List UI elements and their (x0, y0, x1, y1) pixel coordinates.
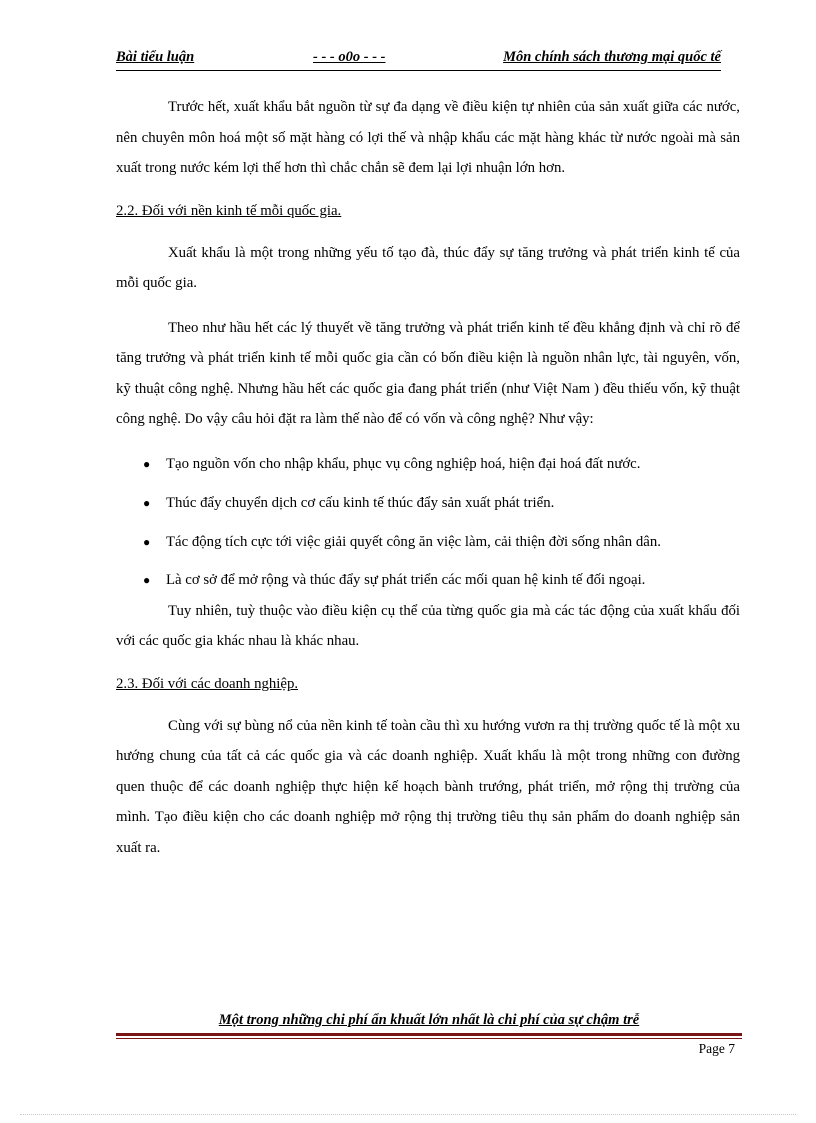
list-item-text: Là cơ sở để mở rộng và thúc đẩy sự phát triển các mối quan hệ kinh tế đối ngoại. (166, 571, 646, 588)
list-item (116, 533, 740, 552)
header-course-title: Môn chính sách thương mại quốc tế (503, 49, 721, 65)
header-ornament: - - - o0o - - - (313, 49, 386, 65)
bullet-icon: ● (143, 456, 151, 471)
footer-rule-thin (116, 1038, 742, 1039)
header-left-title: Bài tiểu luận (116, 49, 195, 65)
intro-paragraph: Trước hết, xuất khẩu bắt nguồn từ sự đa dạng về điều kiện tự nhiên của sản xuất giữa các nước, nên chuyên môn hoá một số mặt hàng có lợi thế và nhập khẩu các mặt hàng khác từ nước ngoài mà sản xuất trong nước kém lợi thế hơn thì chắc chắn sẽ đem lại lợi nhuận lớn hơn. (116, 99, 740, 176)
page-edge-guide (20, 1114, 796, 1115)
footer-quote-text: Một trong những chi phí ẩn khuất lớn nhất là chi phí của sự chậm trễ (218, 1012, 640, 1028)
section-2-2-heading: 2.2. Đối với nền kinh tế mỗi quốc gia. (116, 202, 342, 219)
benefits-list (116, 455, 740, 590)
section-2-3-paragraph-1: Cùng với sự bùng nổ của nền kinh tế toàn cầu thì xu hướng vươn ra thị trường quốc tế là một xu hướng chung của tất cả các quốc gia và các doanh nghiệp. Xuất khẩu là một trong những con đường quen thuộc để các doanh nghiệp thực hiện kế hoạch bành trướng, phát triển, mở rộng thị trường của mình. Tạo điều kiện cho các doanh nghiệp mở rộng thị trường tiêu thụ sản phẩm do doanh nghiệp sản xuất ra. (116, 717, 740, 856)
page-header (116, 48, 721, 71)
list-item (116, 571, 740, 590)
bullet-icon: ● (143, 495, 151, 510)
section-2-3-heading: 2.3. Đối với các doanh nghiệp. (116, 675, 299, 692)
page-number: Page 7 (698, 1041, 735, 1056)
section-2-2-paragraph-1: Xuất khẩu là một trong những yếu tố tạo đà, thúc đẩy sự tăng trưởng và phát triển kinh tế của mỗi quốc gia. (116, 244, 740, 291)
page-footer-quote (116, 1012, 742, 1029)
page-body (116, 92, 740, 863)
bullet-icon: ● (143, 572, 151, 587)
list-item-text: Tạo nguồn vốn cho nhập khẩu, phục vụ công nghiệp hoá, hiện đại hoá đất nước. (166, 455, 641, 472)
section-2-2-paragraph-3: Tuy nhiên, tuỳ thuộc vào điều kiện cụ thể của từng quốc gia mà các tác động của xuất khẩu đối với các quốc gia khác nhau là khác nhau. (116, 602, 740, 649)
list-item (116, 494, 740, 513)
section-2-2-paragraph-2: Theo như hầu hết các lý thuyết về tăng trưởng và phát triển kinh tế đều khẳng định và chỉ rõ để tăng trưởng và phát triển kinh tế mỗi quốc gia cần có bốn điều kiện là nguồn nhân lực, tài nguyên, vốn, kỹ thuật công nghệ. Nhưng hầu hết các quốc gia đang phát triển (như Việt Nam ) đều thiếu vốn, kỹ thuật công nghệ. Do vậy câu hỏi đặt ra làm thế nào để có vốn và công nghệ? Như vậy: (116, 319, 740, 427)
list-item (116, 455, 740, 474)
list-item-text: Tác động tích cực tới việc giải quyết công ăn việc làm, cải thiện đời sống nhân dân. (166, 533, 661, 550)
footer-rule-thick (116, 1033, 742, 1036)
list-item-text: Thúc đẩy chuyển dịch cơ cấu kinh tế thúc đẩy sản xuất phát triển. (166, 494, 555, 511)
bullet-icon: ● (143, 534, 151, 549)
